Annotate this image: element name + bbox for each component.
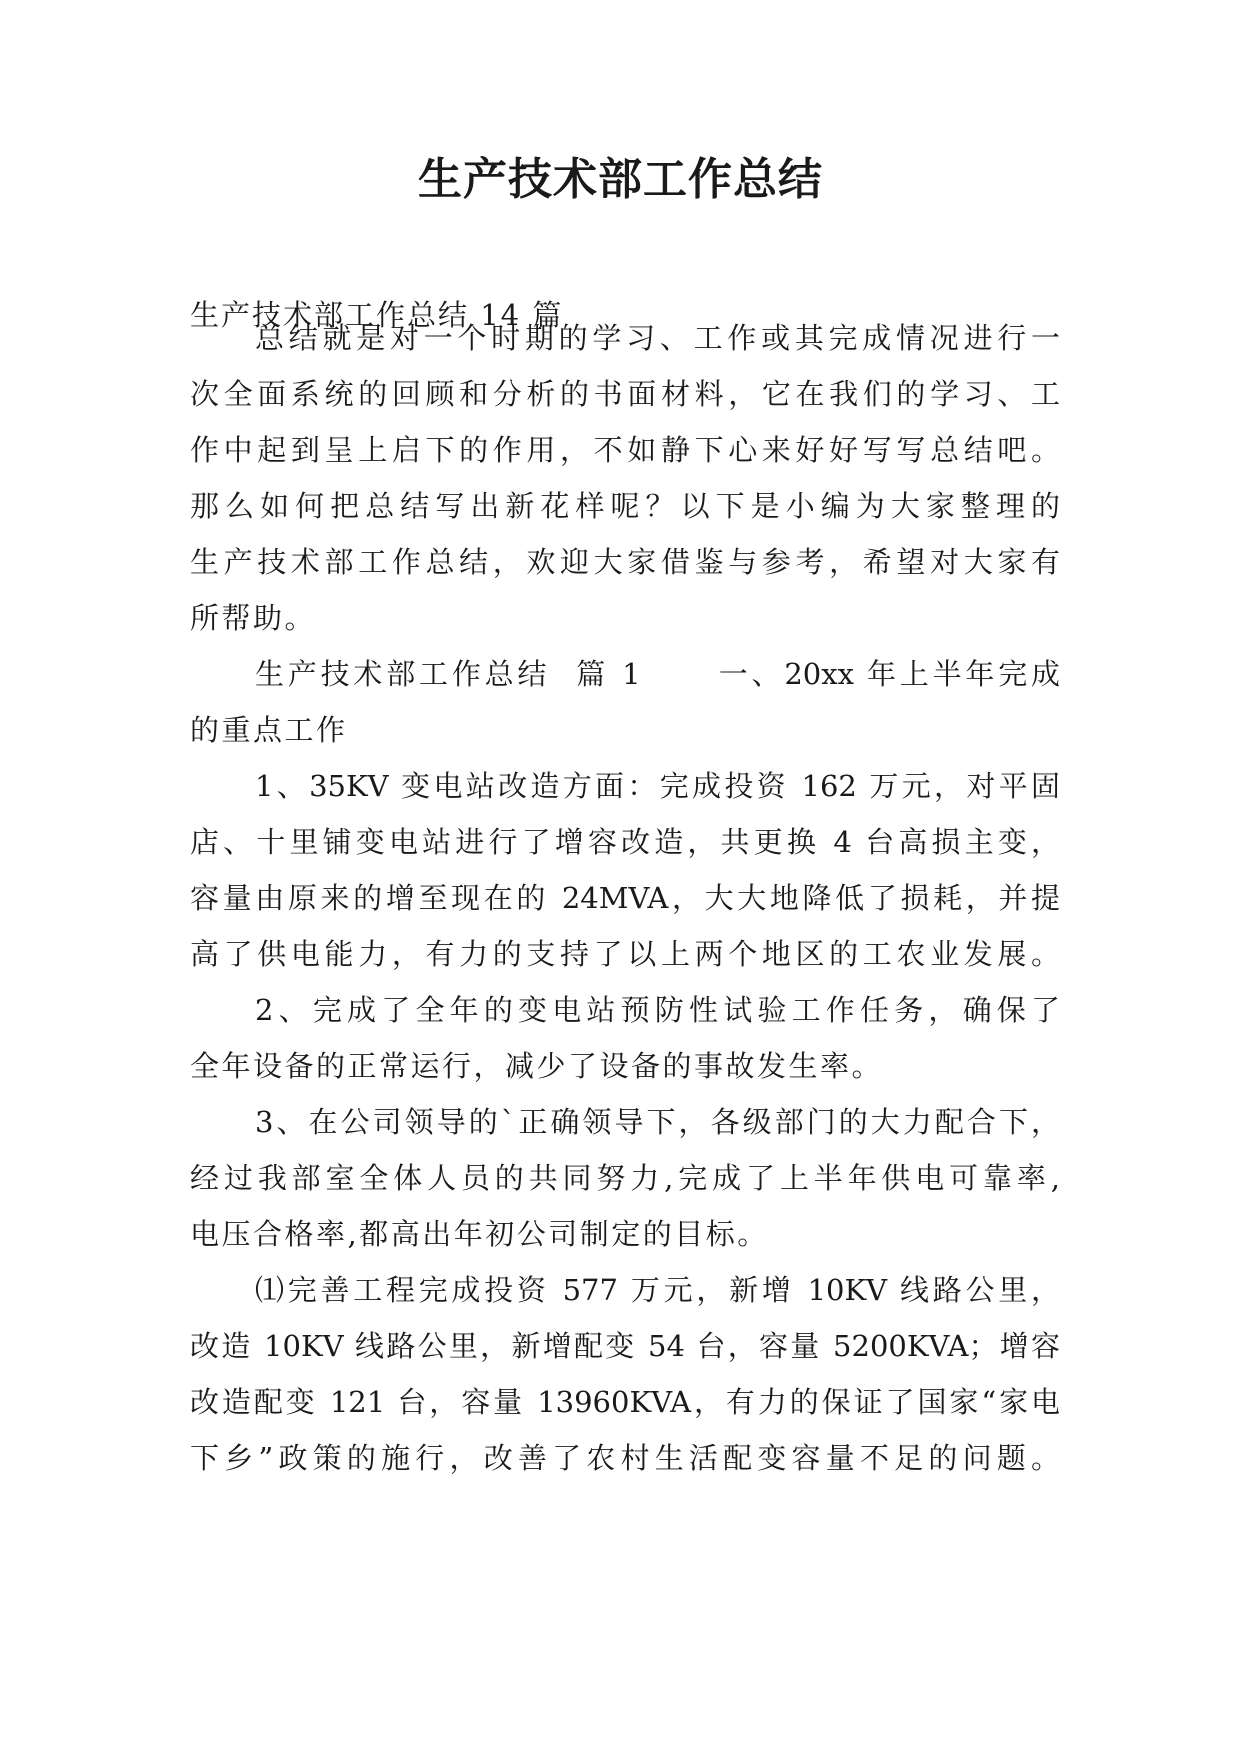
item3-line: 经过我部室全体人员的共同努力,完成了上半年供电可靠率, bbox=[190, 1161, 1060, 1195]
section-heading-line: 的重点工作 bbox=[190, 713, 348, 747]
intro-line: 总结就是对一个时期的学习、工作或其完成情况进行一 bbox=[255, 321, 1060, 355]
document-title: 生产技术部工作总结 bbox=[418, 154, 823, 205]
item4-line: 改造配变 121 台，容量 13960KVA，有力的保证了国家“家电 bbox=[190, 1385, 1060, 1419]
item2-line: 全年设备的正常运行，减少了设备的事故发生率。 bbox=[190, 1049, 884, 1083]
intro-line: 所帮助。 bbox=[190, 601, 317, 635]
item3-line: 3、在公司领导的`正确领导下，各级部门的大力配合下， bbox=[255, 1105, 1060, 1139]
item4-line: 改造 10KV 线路公里，新增配变 54 台，容量 5200KVA；增容 bbox=[190, 1329, 1060, 1363]
item1-line: 店、十里铺变电站进行了增容改造，共更换 4 台高损主变， bbox=[190, 825, 1060, 859]
item1-line: 容量由原来的增至现在的 24MVA，大大地降低了损耗，并提 bbox=[190, 881, 1060, 915]
item1-line: 高了供电能力，有力的支持了以上两个地区的工农业发展。 bbox=[190, 937, 1060, 971]
intro-line: 生产技术部工作总结，欢迎大家借鉴与参考，希望对大家有 bbox=[190, 545, 1060, 579]
item2-line: 2、完成了全年的变电站预防性试验工作任务，确保了 bbox=[255, 993, 1060, 1027]
item4-line: ⑴完善工程完成投资 577 万元，新增 10KV 线路公里， bbox=[255, 1273, 1060, 1307]
item4-line: 下乡”政策的施行，改善了农村生活配变容量不足的问题。 bbox=[190, 1441, 1060, 1475]
section-heading-line: 生产技术部工作总结 篇 1 一、20xx 年上半年完成 bbox=[255, 657, 1060, 691]
item3-line: 电压合格率,都高出年初公司制定的目标。 bbox=[190, 1217, 769, 1251]
intro-line: 那么如何把总结写出新花样呢？以下是小编为大家整理的 bbox=[190, 489, 1060, 523]
intro-line: 作中起到呈上启下的作用，不如静下心来好好写写总结吧。 bbox=[190, 433, 1060, 467]
intro-line: 次全面系统的回顾和分析的书面材料，它在我们的学习、工 bbox=[190, 377, 1060, 411]
item1-line: 1、35KV 变电站改造方面：完成投资 162 万元，对平固 bbox=[255, 769, 1060, 803]
document-subtitle: 生产技术部工作总结 14 篇 bbox=[190, 298, 564, 332]
